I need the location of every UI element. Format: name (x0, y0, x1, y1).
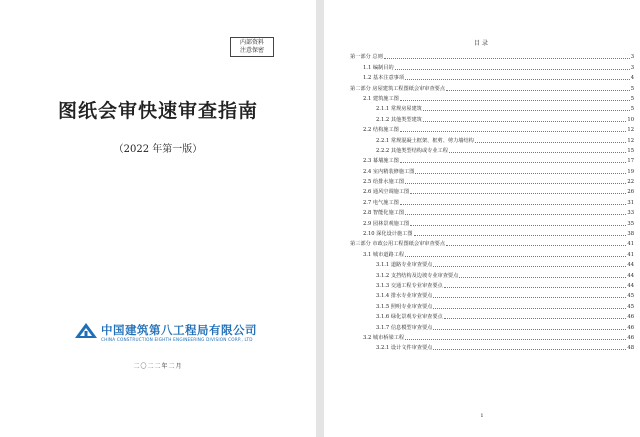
toc-entry[interactable] (350, 237, 634, 247)
toc-entry-label: 3.1.7 信息模型审查要点 (376, 324, 433, 331)
toc-entry[interactable] (350, 112, 634, 122)
company-logo-icon (74, 322, 98, 340)
toc-entry[interactable] (350, 258, 634, 268)
toc-entry-label: 2.2.1 常规混凝土框架、框剪、剪力墙结构 (376, 137, 474, 144)
edition-label: （2022 年第一版） (113, 144, 203, 155)
toc-entry[interactable] (350, 144, 634, 154)
toc-entry-page: 41 (627, 251, 634, 258)
toc-entry-page: 4 (630, 75, 634, 82)
toc-entry[interactable] (350, 195, 634, 205)
toc-entry[interactable] (350, 102, 634, 112)
toc-leader-dots (459, 276, 626, 278)
toc-entry-label: 2.1 建筑施工图 (363, 95, 399, 102)
toc-entry-label: 3.1.3 交通工程专业审查要点 (376, 282, 443, 289)
toc-leader-dots (384, 57, 630, 59)
publication-date: 二〇二二年二月 (133, 363, 183, 370)
toc-leader-dots (405, 338, 626, 340)
toc-page (324, 0, 640, 437)
toc-entry[interactable] (350, 289, 634, 299)
toc-leader-dots (395, 68, 630, 70)
toc-leader-dots (414, 234, 627, 236)
toc-entry-label: 2.3 幕墙施工图 (363, 158, 399, 165)
toc-entry-page: 10 (627, 116, 634, 123)
toc-entry[interactable] (350, 216, 634, 226)
toc-leader-dots (400, 203, 627, 205)
toc-entry-page: 41 (627, 241, 634, 248)
page-gutter (316, 0, 324, 437)
cover-page (0, 0, 316, 437)
toc-leader-dots (444, 317, 627, 319)
toc-entry-page: 46 (627, 334, 634, 341)
toc-entry-label: 1.2 基本注意事项 (363, 75, 405, 82)
toc-leader-dots (405, 255, 626, 257)
toc-entry[interactable] (350, 320, 634, 330)
toc-entry-page: 44 (627, 262, 634, 269)
toc-entry-page: 12 (627, 137, 634, 144)
toc-entry[interactable] (350, 175, 634, 185)
toc-entry-page: 19 (627, 168, 634, 175)
toc-entry[interactable] (350, 279, 634, 289)
toc-entry-label: 2.10 深化设计施工图 (363, 231, 413, 238)
company-name-en: CHINA CONSTRUCTION EIGHTH ENGINEERING DIVISION CORP., LTD (101, 337, 253, 342)
toc-entry-label: 2.7 电气施工图 (363, 199, 399, 206)
toc-list (350, 50, 634, 351)
toc-entry-page: 5 (630, 106, 634, 113)
toc-entry[interactable] (350, 299, 634, 309)
page-number: 1 (480, 413, 484, 419)
toc-entry-label: 2.6 通风空调施工图 (363, 189, 410, 196)
toc-entry[interactable] (350, 164, 634, 174)
toc-leader-dots (433, 307, 626, 309)
toc-entry-label: 第一部分 总则 (350, 54, 383, 61)
toc-entry-page: 33 (627, 210, 634, 217)
toc-entry-page: 44 (627, 282, 634, 289)
toc-entry[interactable] (350, 341, 634, 351)
toc-entry[interactable] (350, 154, 634, 164)
toc-entry-label: 2.5 给排水施工图 (363, 179, 405, 186)
toc-leader-dots (433, 348, 626, 350)
document-title: 图纸会审快速审查指南 (57, 100, 258, 122)
toc-leader-dots (446, 244, 626, 246)
toc-entry-label: 2.2 结构施工图 (363, 127, 399, 134)
toc-entry[interactable] (350, 247, 634, 257)
toc-leader-dots (405, 213, 626, 215)
toc-entry-label: 2.2.2 其他类型结构或专业工程 (376, 147, 448, 154)
stamp-line-internal: 内部资料 (239, 39, 264, 46)
toc-leader-dots (449, 151, 626, 153)
toc-leader-dots (400, 161, 627, 163)
toc-leader-dots (410, 192, 626, 194)
toc-leader-dots (400, 130, 627, 132)
toc-entry-page: 3 (630, 54, 634, 61)
toc-entry-page: 26 (627, 189, 634, 196)
toc-entry[interactable] (350, 50, 634, 60)
toc-entry-page: 46 (627, 314, 634, 321)
toc-entry-label: 2.9 园林景观施工图 (363, 220, 410, 227)
toc-leader-dots (444, 286, 627, 288)
stamp-line-confidential: 注意保密 (239, 47, 264, 54)
toc-entry[interactable] (350, 92, 634, 102)
toc-entry-label: 3.1.5 照明专业审查要点 (376, 303, 433, 310)
toc-entry-page: 15 (627, 147, 634, 154)
toc-entry-label: 3.1.6 绿化景观专业审查要点 (376, 314, 443, 321)
toc-entry-label: 3.2 城市桥梁工程 (363, 334, 405, 341)
toc-entry[interactable] (350, 133, 634, 143)
toc-entry-page: 44 (627, 272, 634, 279)
toc-entry-label: 3.1.2 支挡结构及边坡专业审查要点 (376, 272, 459, 279)
toc-leader-dots (400, 99, 630, 101)
company-name-cn: 中国建筑第八工程局有限公司 (101, 323, 257, 337)
toc-entry-page: 22 (627, 179, 634, 186)
toc-leader-dots (433, 265, 626, 267)
toc-entry-page: 3 (630, 64, 634, 71)
toc-entry-page: 5 (630, 85, 634, 92)
toc-entry-label: 3.1.4 排水专业审查要点 (376, 293, 433, 300)
toc-leader-dots (446, 89, 630, 91)
toc-entry-label: 3.2.1 设计文件审查要点 (376, 345, 433, 352)
toc-entry-page: 17 (627, 158, 634, 165)
toc-leader-dots (433, 296, 626, 298)
toc-entry-label: 第二部分 房屋建筑工程图纸会审审查要点 (350, 85, 446, 92)
toc-entry-label: 2.1.2 其他类型建筑 (376, 116, 422, 123)
toc-entry[interactable] (350, 71, 634, 81)
toc-entry[interactable] (350, 81, 634, 91)
toc-entry-page: 45 (627, 293, 634, 300)
toc-entry[interactable] (350, 227, 634, 237)
toc-entry-label: 2.1.1 常规房屋建筑 (376, 106, 422, 113)
toc-entry-label: 2.8 智能化施工图 (363, 210, 405, 217)
confidential-stamp (230, 37, 274, 57)
toc-entry-page: 46 (627, 324, 634, 331)
toc-entry[interactable] (350, 123, 634, 133)
toc-entry-label: 第三部分 市政公用工程图纸会审审查要点 (350, 241, 446, 248)
toc-entry-label: 3.1 城市道路工程 (363, 251, 405, 258)
toc-entry[interactable] (350, 60, 634, 70)
toc-leader-dots (405, 182, 626, 184)
toc-leader-dots (423, 109, 630, 111)
toc-entry-label: 1.1 编制目的 (363, 64, 394, 71)
toc-leader-dots (410, 224, 626, 226)
toc-entry[interactable] (350, 206, 634, 216)
toc-entry-page: 45 (627, 303, 634, 310)
toc-leader-dots (423, 120, 626, 122)
toc-entry-page: 48 (627, 345, 634, 352)
toc-entry[interactable] (350, 310, 634, 320)
toc-entry[interactable] (350, 268, 634, 278)
toc-entry[interactable] (350, 185, 634, 195)
toc-heading: 目录 (473, 40, 490, 47)
toc-entry-page: 5 (630, 95, 634, 102)
toc-entry-page: 12 (627, 127, 634, 134)
toc-leader-dots (415, 172, 626, 174)
toc-entry-label: 3.1.1 道路专业审查要点 (376, 262, 433, 269)
toc-entry-page: 35 (627, 220, 634, 227)
toc-entry-label: 2.4 室内精装修施工图 (363, 168, 415, 175)
toc-entry-page: 31 (627, 199, 634, 206)
toc-entry[interactable] (350, 331, 634, 341)
toc-leader-dots (433, 328, 626, 330)
toc-leader-dots (405, 78, 630, 80)
toc-leader-dots (475, 141, 627, 143)
toc-entry-page: 38 (627, 231, 634, 238)
